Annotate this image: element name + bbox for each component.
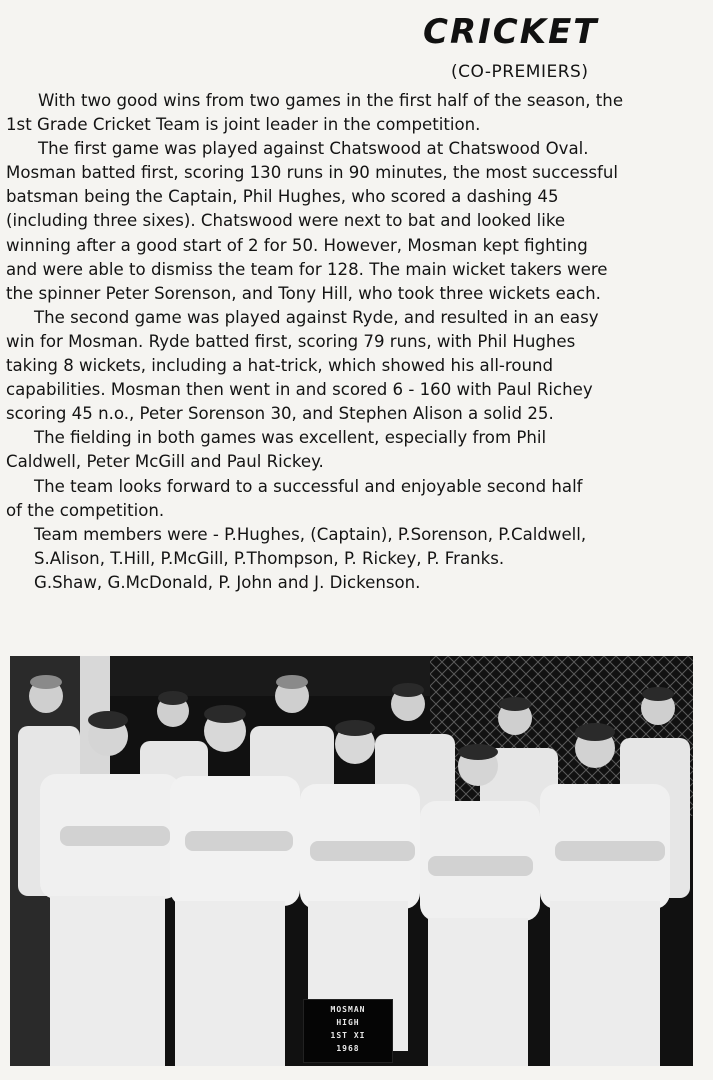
text-line: Team members were - P.Hughes, (Captain), P.Sorenson, P.Caldwell, <box>34 524 587 544</box>
text-line: the spinner Peter Sorenson, and Tony Hill, who took three wickets each. <box>6 283 601 303</box>
text-line: Mosman batted first, scoring 130 runs in 90 minutes, the most successful <box>6 163 618 183</box>
plaque-line: HIGH <box>336 1018 360 1027</box>
plaque-line: 1968 <box>336 1044 360 1053</box>
text-line: G.Shaw, G.McDonald, P. John and J. Dickenson. <box>34 572 421 592</box>
page-subtitle: (CO-PREMIERS) <box>451 62 589 82</box>
plaque-line: 1ST XI <box>330 1031 366 1040</box>
text-line: With two good wins from two games in the first half of the season, the <box>38 91 624 110</box>
text-line: The first game was played against Chatswood at Chatswood Oval. <box>38 139 589 159</box>
text-line: batsman being the Captain, Phil Hughes, who scored a dashing 45 <box>6 187 559 207</box>
text-line: winning after a good start of 2 for 50. However, Mosman kept fighting <box>6 235 588 255</box>
text-line: Caldwell, Peter McGill and Paul Rickey. <box>6 452 324 472</box>
text-line: S.Alison, T.Hill, P.McGill, P.Thompson, P. Rickey, P. Franks. <box>34 548 505 568</box>
text-line: The team looks forward to a successful and enjoyable second half <box>34 476 583 496</box>
text-line: capabilities. Mosman then went in and scored 6 - 160 with Paul Richey <box>6 380 593 400</box>
text-line: taking 8 wickets, including a hat-trick, which showed his all-round <box>6 356 554 376</box>
text-line: (including three sixes). Chatswood were next to bat and looked like <box>6 211 566 231</box>
team-plaque <box>303 999 393 1063</box>
text-line: and were able to dismiss the team for 128. The main wicket takers were <box>6 259 608 279</box>
page-title: CRICKET <box>423 12 599 52</box>
text-line: of the competition. <box>6 500 165 520</box>
text-line: The fielding in both games was excellent, especially from Phil <box>34 428 547 448</box>
article-body <box>6 89 706 595</box>
text-line: win for Mosman. Ryde batted first, scoring 79 runs, with Phil Hughes <box>6 331 576 351</box>
text-line: scoring 45 n.o., Peter Sorenson 30, and Stephen Alison a solid 25. <box>6 404 554 424</box>
plaque-line: MOSMAN <box>330 1005 366 1014</box>
text-line: The second game was played against Ryde, and resulted in an easy <box>34 307 599 327</box>
text-line: 1st Grade Cricket Team is joint leader in the competition. <box>6 115 481 135</box>
